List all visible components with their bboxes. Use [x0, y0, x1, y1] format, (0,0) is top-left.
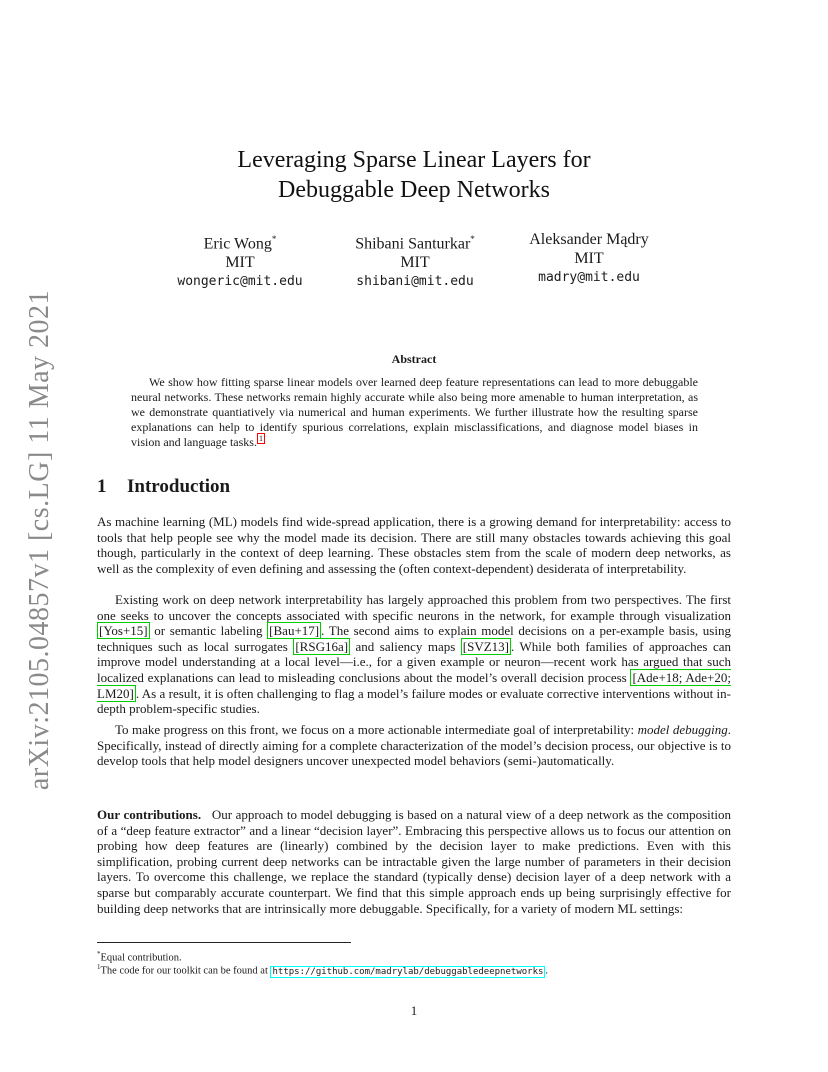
abstract-body	[131, 375, 698, 450]
citation-link[interactable]: [RSG16a]	[295, 638, 349, 654]
title-line-2: Debuggable Deep Networks	[278, 177, 550, 203]
emphasis: model debugging	[637, 722, 728, 737]
text-run: . As a result, it is often challenging to flag a model’s failure modes or evaluate corrective interventions without in-depth problem-specific studies.	[97, 685, 731, 717]
text-run: Existing work on deep network interpretability has largely approached this problem from two perspectives. The first one seeks to uncover the concepts associated with specific neurons in the network, for example through visualization	[97, 592, 731, 623]
section-heading	[97, 476, 230, 498]
footnote-end: .	[545, 965, 549, 977]
footnote-mark: 1	[97, 963, 101, 971]
arxiv-stamp-text: arXiv:2105.04857v1 [cs.LG] 11 May 2021	[24, 289, 55, 791]
footnote-text: The code for our toolkit can be found at	[100, 965, 271, 977]
section-title: Introduction	[127, 476, 231, 497]
author-name: Aleksander Mądry	[529, 231, 649, 248]
contributions-paragraph	[97, 807, 731, 916]
footnote-2	[97, 961, 737, 979]
author-affiliation: MIT	[400, 254, 430, 272]
author-name: Shibani Santurkar	[355, 235, 471, 253]
paragraph-2	[97, 592, 731, 717]
footnote-link-1[interactable]: 1	[258, 434, 263, 443]
citation-link[interactable]: [SVZ13]	[462, 638, 510, 654]
citation-link[interactable]: [Bau+17]	[269, 623, 320, 639]
text-run: . While both families of approaches can improve model understanding at a local level—i.e., for a given example or neuron—recent work has argued that such localized explanations can lead to misleading conclusions about the model’s overall decision process	[97, 638, 731, 685]
text-run: . The second aims to explain model decisions on a per-example basis, using techniques such as local surrogates	[97, 623, 731, 654]
citation-link[interactable]: [Ade+18; Ade+20; LM20]	[97, 669, 731, 701]
abstract-heading: Abstract	[391, 352, 437, 366]
code-url-link[interactable]: https://github.com/madrylab/debuggabledeepnetworks	[272, 966, 544, 977]
contributions-text: Our approach to model debugging is based on a natural view of a deep network as the composition of a “deep feature extractor” and a linear “decision layer”. Embracing this perspective allows us to focus our attention on probing how deep features are (linearly) combined by the decision layer to make predictions. Even with this simplification, probing current deep networks can be intractable given the large number of parameters in their decision layers. To overcome this challenge, we replace the standard (typically dense) decision layer of a deep network with a sparse but comparably accurate counterpart. We find that this simple approach ends up being surprisingly effective for building deep networks that are intrinsically more debuggable. Specifically, for a variety of modern ML settings:	[97, 807, 732, 916]
author-email: wongeric@mit.edu	[177, 274, 303, 290]
author-mark: *	[271, 234, 277, 244]
author-affiliation: MIT	[574, 250, 604, 267]
author-2	[330, 230, 500, 291]
section-number: 1	[97, 476, 107, 497]
footnote-mark: *	[97, 950, 101, 958]
author-1	[160, 230, 320, 291]
paragraph-1: As machine learning (ML) models find wide-spread application, there is a growing demand for interpretability: access to tools that help people see why the model made its decision. There are still many obstacles towards achieving this goal though, particularly in the context of deep learning. These obstacles stem from the scale of modern deep networks, as well as the complexity of even defining and assessing the (often context-dependent) desiderata of interpretability.	[97, 514, 731, 576]
author-mark: *	[470, 234, 475, 244]
abstract-text: We show how fitting sparse linear models over learned deep feature representations can lead to more debuggable neural networks. These networks remain highly accurate while also being more amenable to human interpretation, as we demonstrate quantiatively via numerical and human experiments. We further illustrate how the resulting sparse explanations can help to identify spurious correlations, explain misclassifications, and diagnose model biases in vision and language tasks.	[131, 375, 698, 449]
title-line-1: Leveraging Sparse Linear Layers for	[237, 147, 591, 173]
footnote-rule	[97, 942, 351, 943]
paragraph-3	[97, 722, 731, 769]
footnote-text: Equal contribution.	[100, 952, 182, 964]
paper-title	[0, 145, 828, 205]
citation-link[interactable]: [Yos+15]	[99, 623, 148, 639]
author-affiliation: MIT	[225, 254, 255, 272]
author-name: Eric Wong	[203, 235, 272, 253]
contributions-heading: Our contributions.	[97, 807, 202, 822]
author-email: madry@mit.edu	[538, 270, 640, 285]
author-email: shibani@mit.edu	[356, 274, 474, 290]
text-run: or semantic labeling	[149, 623, 268, 639]
text-run: and saliency maps	[350, 638, 461, 654]
text-run: To make progress on this front, we focus on a more actionable intermediate goal of interpretability:	[115, 722, 638, 737]
page-number: 1	[410, 1003, 418, 1018]
author-3	[508, 230, 670, 287]
text-run: . Specifically, instead of directly aiming for a complete characterization of the model’s decision process, our objective is to develop tools that help model designers uncover unexpected model behaviors (semi-)automatically.	[97, 722, 732, 769]
